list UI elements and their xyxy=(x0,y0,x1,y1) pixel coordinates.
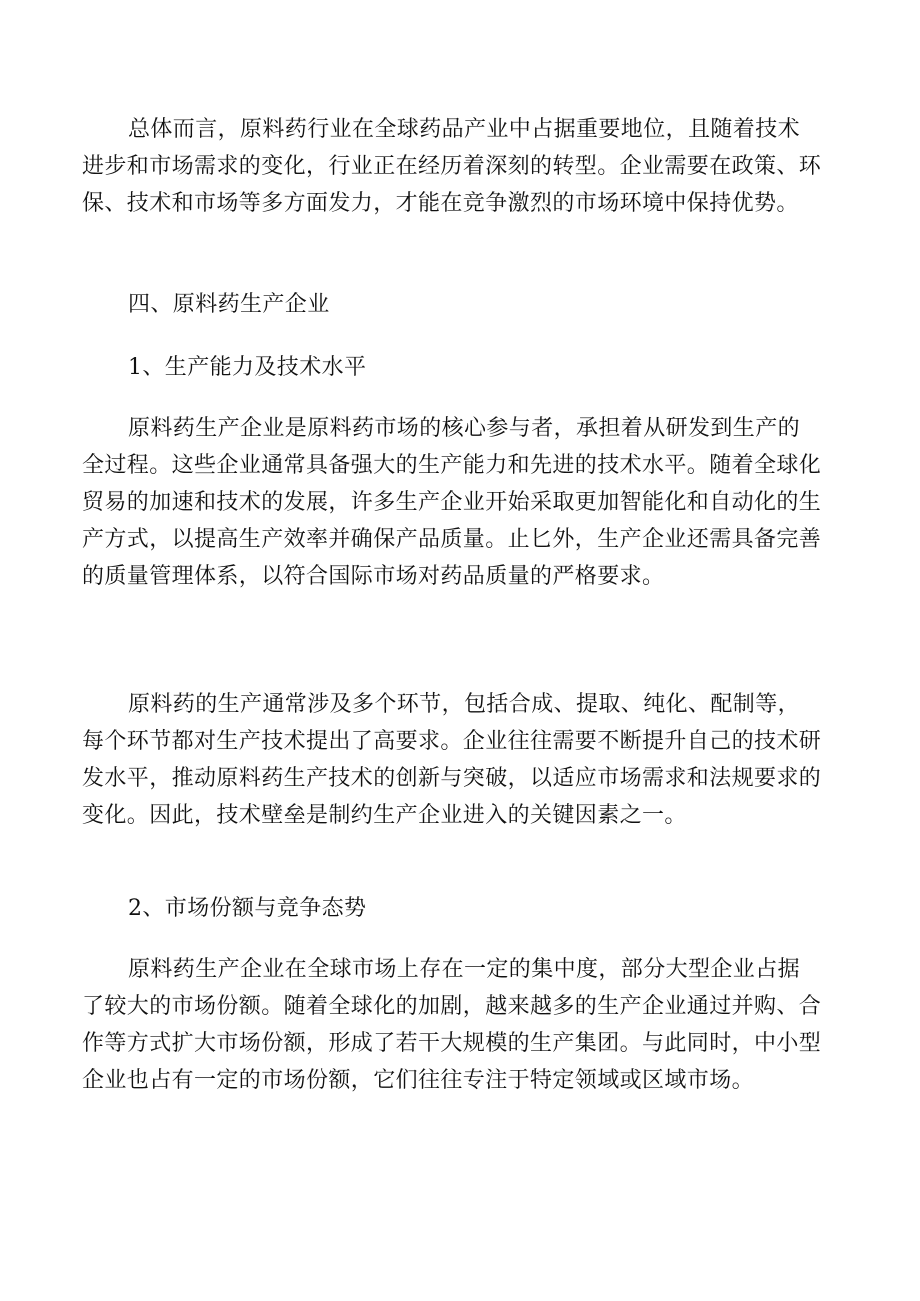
paragraph-line: 变化。因此，技术壁垒是制约生产企业进入的关键因素之一。 xyxy=(82,803,687,828)
subsection-1-paragraph-2 xyxy=(82,686,834,834)
subsection-1-heading: 1、生产能力及技术水平 xyxy=(128,355,367,380)
paragraph-line: 发水平，推动原料药生产技术的创新与突破，以适应市场需求和法规要求的 xyxy=(82,766,822,791)
paragraph-line: 产方式，以提高生产效率并确保产品质量。止匕外，生产企业还需具备完善 xyxy=(82,527,822,552)
paragraph-line: 作等方式扩大市场份额，形成了若干大规模的生产集团。与此同时，中小型 xyxy=(82,1031,822,1056)
subsection-1-paragraph-1 xyxy=(82,410,834,595)
paragraph-line: 了较大的市场份额。随着全球化的加剧，越来越多的生产企业通过并购、合 xyxy=(82,994,822,1019)
paragraph-line: 的质量管理体系，以符合国际市场对药品质量的严格要求。 xyxy=(82,564,665,589)
paragraph-line: 全过程。这些企业通常具备强大的生产能力和先进的技术水平。随着全球化 xyxy=(82,453,822,478)
paragraph-line: 保、技术和市场等多方面发力，才能在竞争激烈的市场环境中保持优势。 xyxy=(82,191,799,216)
paragraph-line: 进步和市场需求的变化，行业正在经历着深刻的转型。企业需要在政策、环 xyxy=(82,154,822,179)
paragraph-line: 企业也占有一定的市场份额，它们往往专注于特定领域或区域市场。 xyxy=(82,1068,755,1093)
paragraph-line: 贸易的加速和技术的发展，许多生产企业开始采取更加智能化和自动化的生 xyxy=(82,490,822,515)
paragraph-line: 原料药的生产通常涉及多个环节，包括合成、提取、纯化、配制等， xyxy=(128,692,801,717)
intro-paragraph xyxy=(82,111,834,222)
paragraph-line: 原料药生产企业在全球市场上存在一定的集中度，部分大型企业占据 xyxy=(128,957,801,982)
section-heading: 四、原料药生产企业 xyxy=(128,292,330,317)
subsection-2-paragraph-1 xyxy=(82,951,834,1099)
paragraph-line: 总体而言，原料药行业在全球药品产业中占据重要地位，且随着技术 xyxy=(128,117,801,142)
paragraph-line: 原料药生产企业是原料药市场的核心参与者，承担着从研发到生产的 xyxy=(128,416,801,441)
subsection-2-heading: 2、市场份额与竞争态势 xyxy=(128,896,367,921)
paragraph-line: 每个环节都对生产技术提出了高要求。企业往往需要不断提升自己的技术研 xyxy=(82,729,822,754)
